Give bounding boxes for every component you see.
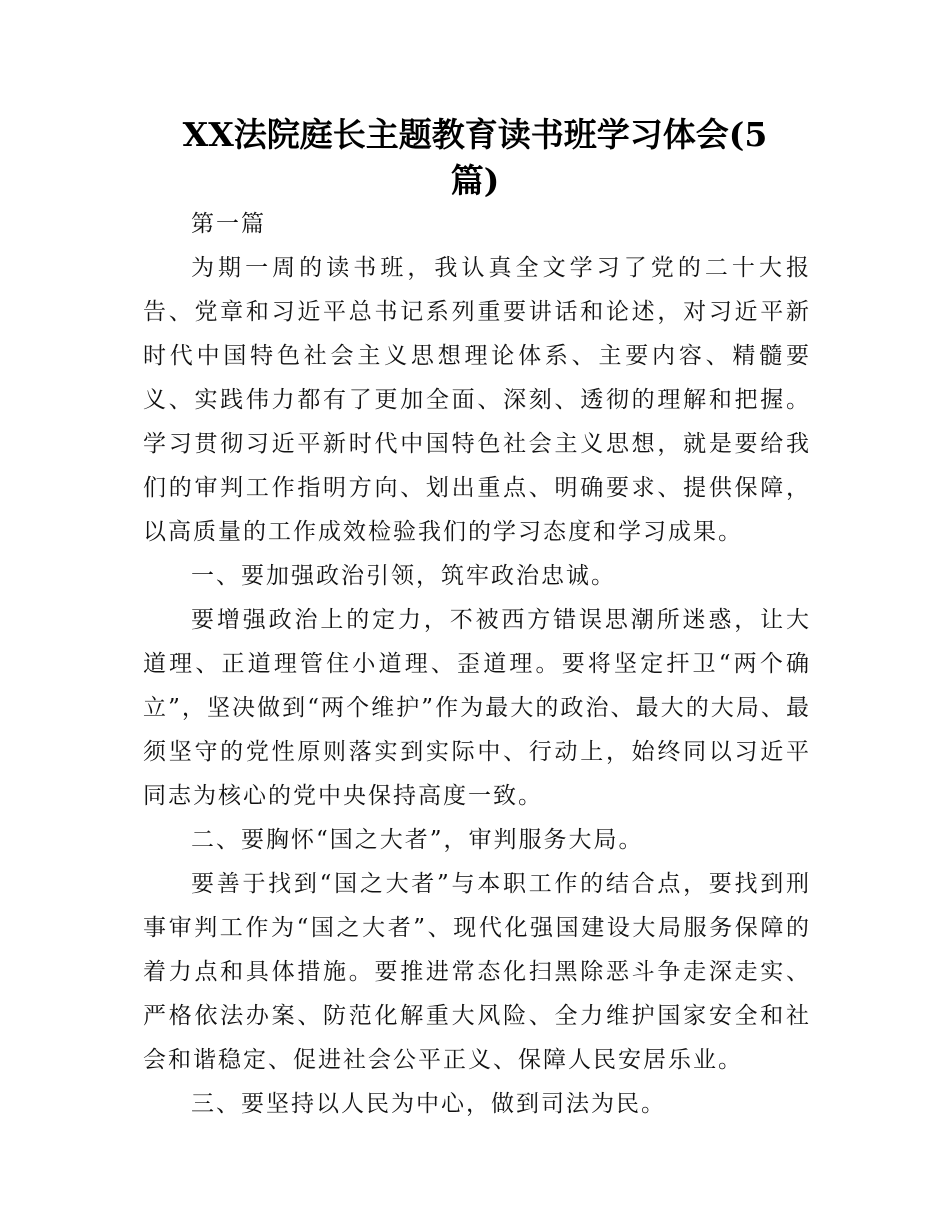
title-line-2: 篇) (450, 161, 500, 200)
section-heading: 第一篇 (191, 211, 266, 237)
body-paragraph: 要增强政治上的定力，不被西方错误思潮所迷惑，让大道理、正道理管住小道理、歪道理。要将坚定扞卫“两个确立”，坚决做到“两个维护”作为最大的政治、最大的大局、最须坚守的党性原则落实到实际中、行动上，始终同以习近平同志为核心的党中央保持高度一致。 (143, 607, 811, 809)
subheading: 一、要加强政治引领，筑牢政治忠诚。 (191, 563, 616, 589)
body-paragraph: 为期一周的读书班，我认真全文学习了党的二十大报告、党章和习近平总书记系列重要讲话和论述，对习近平新时代中国特色社会主义思想理论体系、主要内容、精髓要义、实践伟力都有了更加全面、深刻、透彻的理解和把握。学习贯彻习近平新时代中国特色社会主义思想，就是要给我们的审判工作指明方向、划出重点、明确要求、提供保障，以高质量的工作成效检验我们的学习态度和学习成果。 (143, 255, 811, 545)
document-title (140, 112, 810, 204)
title-line-1: XX法院庭长主题教育读书班学习体会(5 (182, 115, 768, 154)
subheading: 二、要胸怀“国之大者”，审判服务大局。 (191, 827, 644, 853)
body-paragraph: 要善于找到“国之大者”与本职工作的结合点，要找到刑事审判工作为“国之大者”、现代化强国建设大局服务保障的着力点和具体措施。要推进常态化扫黑除恶斗争走深走实、严格依法办案、防范化解重大风险、全力维护国家安全和社会和谐稳定、促进社会公平正义、保障人民安居乐业。 (143, 871, 811, 1073)
subheading: 三、要坚持以人民为中心，做到司法为民。 (191, 1091, 666, 1117)
document-body (143, 202, 811, 1126)
